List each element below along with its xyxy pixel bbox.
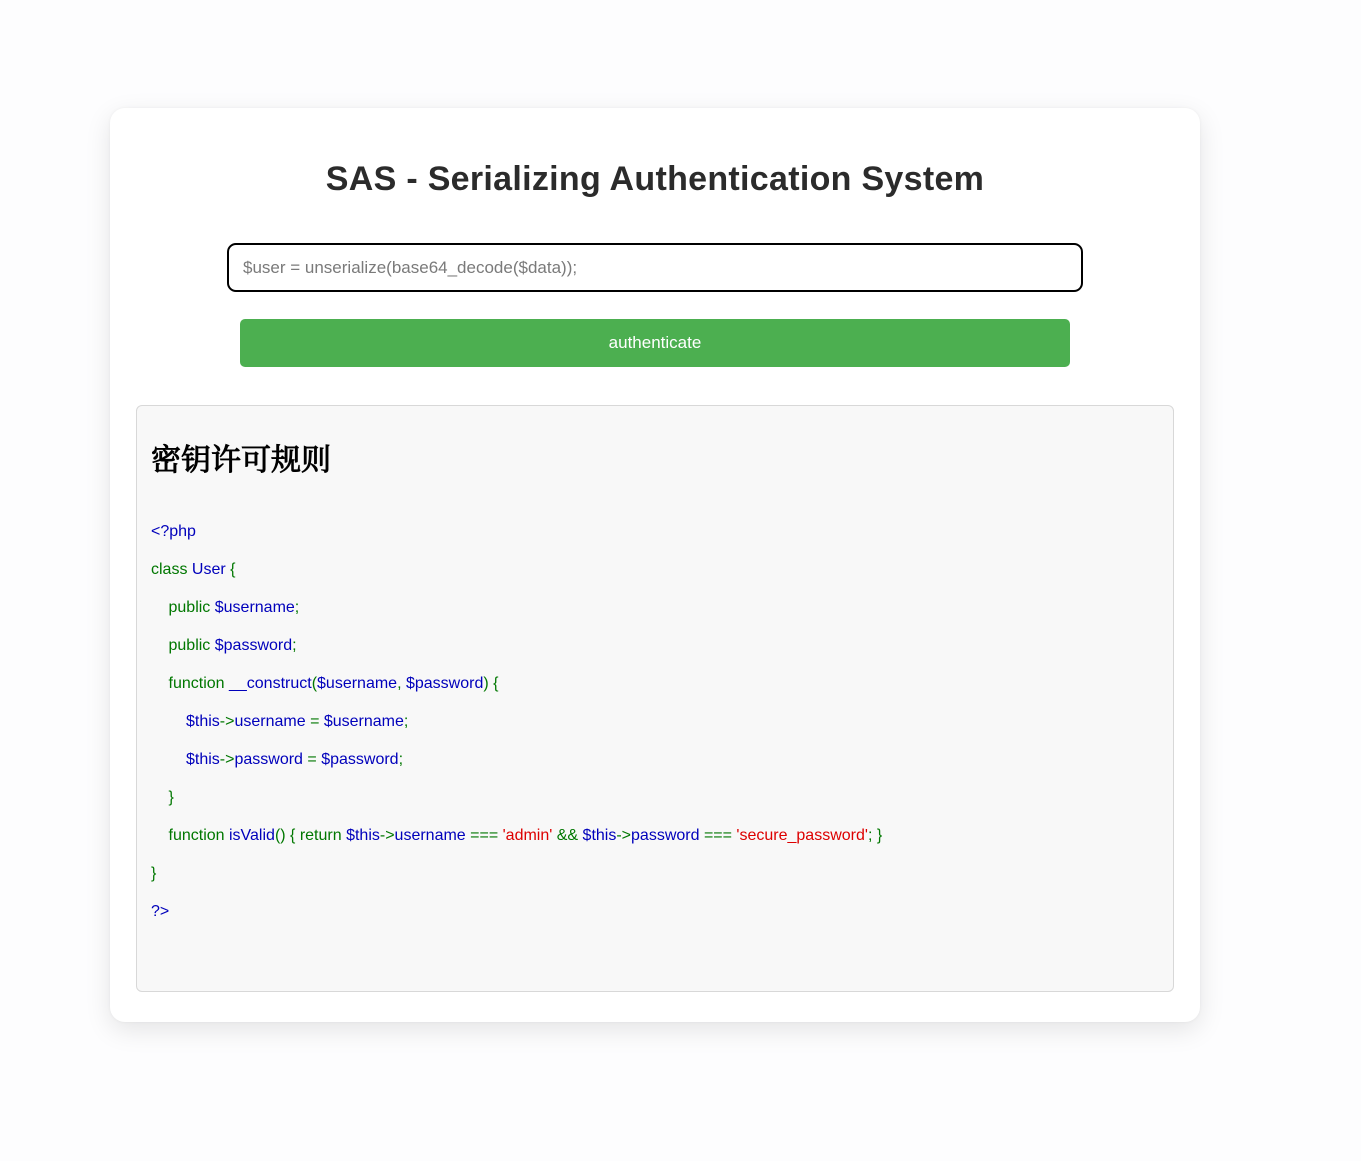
- code-line: [151, 817, 1159, 855]
- code-token: 'secure_password': [736, 827, 868, 844]
- authenticate-button[interactable]: authenticate: [240, 319, 1070, 367]
- code-token: ; }: [867, 827, 883, 844]
- code-token: ->: [616, 827, 632, 844]
- code-token: =: [310, 713, 324, 730]
- code-line: [151, 855, 1159, 893]
- main-card: [110, 108, 1200, 1022]
- code-line: [151, 741, 1159, 779]
- code-token: ,: [397, 675, 406, 692]
- code-token: __construct: [228, 675, 312, 692]
- code-token: $this: [186, 751, 220, 768]
- code-token: ->: [379, 827, 395, 844]
- code-token: password: [631, 827, 704, 844]
- code-token: =: [307, 751, 322, 768]
- code-token: ===: [703, 827, 737, 844]
- code-token: ->: [219, 713, 235, 730]
- code-token: public: [168, 637, 215, 654]
- code-line: [151, 779, 1159, 817]
- code-token: ->: [219, 751, 235, 768]
- code-token: username: [234, 713, 311, 730]
- code-token: {: [230, 561, 236, 578]
- code-token: ===: [470, 827, 503, 844]
- code-line: [151, 703, 1159, 741]
- php-code-block: [151, 513, 1159, 931]
- code-token: $this: [346, 827, 380, 844]
- code-token: username: [394, 827, 471, 844]
- code-line: [151, 665, 1159, 703]
- code-token: $this: [186, 713, 220, 730]
- code-token: &&: [552, 827, 583, 844]
- code-token: isValid: [228, 827, 275, 844]
- code-token: function: [168, 675, 229, 692]
- code-token: User: [191, 561, 231, 578]
- code-token: }: [151, 865, 157, 882]
- code-token: ;: [294, 599, 300, 616]
- code-line: [151, 893, 1159, 931]
- code-token: class: [151, 561, 192, 578]
- code-line: [151, 589, 1159, 627]
- code-token: public: [168, 599, 215, 616]
- code-token: function: [168, 827, 229, 844]
- code-token: ) {: [483, 675, 499, 692]
- code-token: ;: [292, 637, 297, 654]
- code-token: (: [311, 675, 318, 692]
- code-token: ?>: [151, 903, 170, 920]
- page-title: SAS - Serializing Authentication System: [325, 160, 985, 198]
- code-token: () { return: [274, 827, 347, 844]
- code-line: [151, 513, 1159, 551]
- code-token: $username: [317, 675, 398, 692]
- code-token: <?php: [151, 523, 196, 540]
- code-token: $password: [405, 675, 484, 692]
- auth-form: [227, 243, 1083, 367]
- code-line: [151, 551, 1159, 589]
- rules-heading: 密钥许可规则: [151, 444, 331, 477]
- code-token: $password: [214, 637, 293, 654]
- code-token: $username: [323, 713, 404, 730]
- code-token: }: [168, 789, 174, 806]
- serialized-data-input[interactable]: [227, 243, 1083, 292]
- code-line: [151, 627, 1159, 665]
- code-token: 'admin': [502, 827, 553, 844]
- code-token: password: [234, 751, 308, 768]
- rules-panel: [136, 405, 1174, 992]
- code-token: ;: [398, 751, 404, 768]
- code-token: $this: [582, 827, 617, 844]
- code-token: ;: [403, 713, 409, 730]
- code-token: $username: [214, 599, 295, 616]
- code-token: $password: [321, 751, 399, 768]
